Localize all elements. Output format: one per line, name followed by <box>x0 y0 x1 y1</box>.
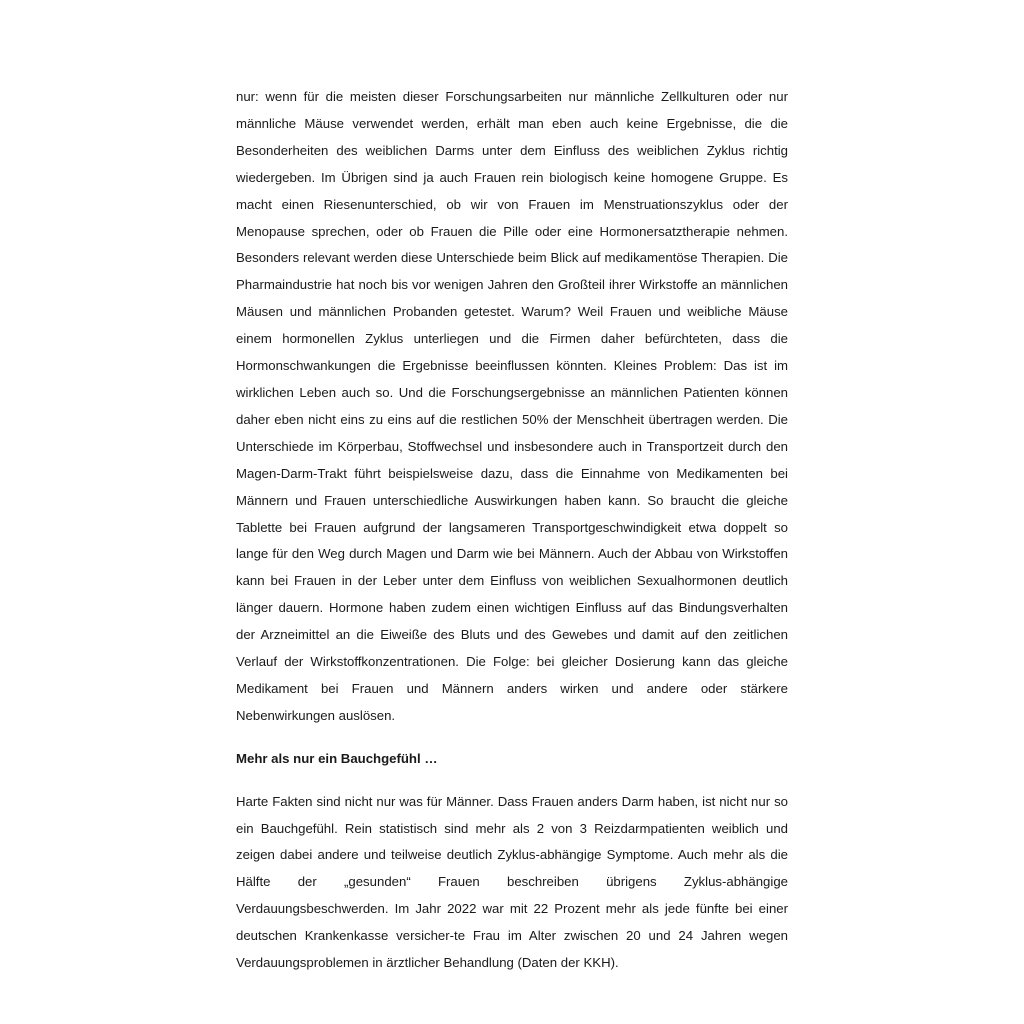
body-paragraph-1: nur: wenn für die meisten dieser Forschungsarbeiten nur männliche Zellkulturen oder nur männliche Mäuse verwendet werden, erhält man eben auch keine Ergebnisse, die die Besonderheiten des weiblichen Darms unter dem Einfluss des weiblichen Zyklus richtig wiedergeben. Im Übrigen sind ja auch Frauen rein biologisch keine homogene Gruppe. Es macht einen Riesenunterschied, ob wir von Frauen im Menstruationszyklus oder der Menopause sprechen, oder ob Frauen die Pille oder eine Hormonersatztherapie nehmen. Besonders relevant werden diese Unterschiede beim Blick auf medikamentöse Therapien. Die Pharmaindustrie hat noch bis vor wenigen Jahren den Großteil ihrer Wirkstoffe an männlichen Mäusen und männlichen Probanden getestet. Warum? Weil Frauen und weibliche Mäuse einem hormonellen Zyklus unterliegen und die Firmen daher befürchteten, dass die Hormonschwankungen die Ergebnisse beeinflussen könnten. Kleines Problem: Das ist im wirklichen Leben auch so. Und die Forschungsergebnisse an männlichen Patienten können daher eben nicht eins zu eins auf die restlichen 50% der Menschheit übertragen werden. Die Unterschiede im Körperbau, Stoffwechsel und insbesondere auch in Transportzeit durch den Magen-Darm-Trakt führt beispielsweise dazu, dass die Einnahme von Medikamenten bei Männern und Frauen unterschiedliche Auswirkungen haben kann. So braucht die gleiche Tablette bei Frauen aufgrund der langsameren Transportgeschwindigkeit etwa doppelt so lange für den Weg durch Magen und Darm wie bei Männern. Auch der Abbau von Wirkstoffen kann bei Frauen in der Leber unter dem Einfluss von weiblichen Sexualhormonen deutlich länger dauern. Hormone haben zudem einen wichtigen Einfluss auf das Bindungsverhalten der Arzneimittel an die Eiweiße des Bluts und des Gewebes und damit auf den zeitlichen Verlauf der Wirkstoffkonzentrationen. Die Folge: bei gleicher Dosierung kann das gleiche Medikament bei Frauen und Männern anders wirken und andere oder stärkere Nebenwirkungen auslösen. <box>236 89 788 723</box>
document-body <box>236 84 788 977</box>
section-heading: Mehr als nur ein Bauchgefühl … <box>236 750 438 766</box>
body-paragraph-2: Harte Fakten sind nicht nur was für Männer. Dass Frauen anders Darm haben, ist nicht nur so ein Bauchgefühl. Rein statistisch sind mehr als 2 von 3 Reizdarmpatienten weiblich und zeigen dabei andere und teilweise deutlich Zyklus-abhängige Symptome. Auch mehr als die Hälfte der „gesunden“ Frauen beschreiben übrigens Zyklus-abhängige Verdauungsbeschwerden. Im Jahr 2022 war mit 22 Prozent mehr als jede fünfte bei einer deutschen Krankenkasse versicher-te Frau im Alter zwischen 20 und 24 Jahren wegen Verdauungsproblemen in ärztlicher Behandlung (Daten der KKH). <box>236 793 788 971</box>
